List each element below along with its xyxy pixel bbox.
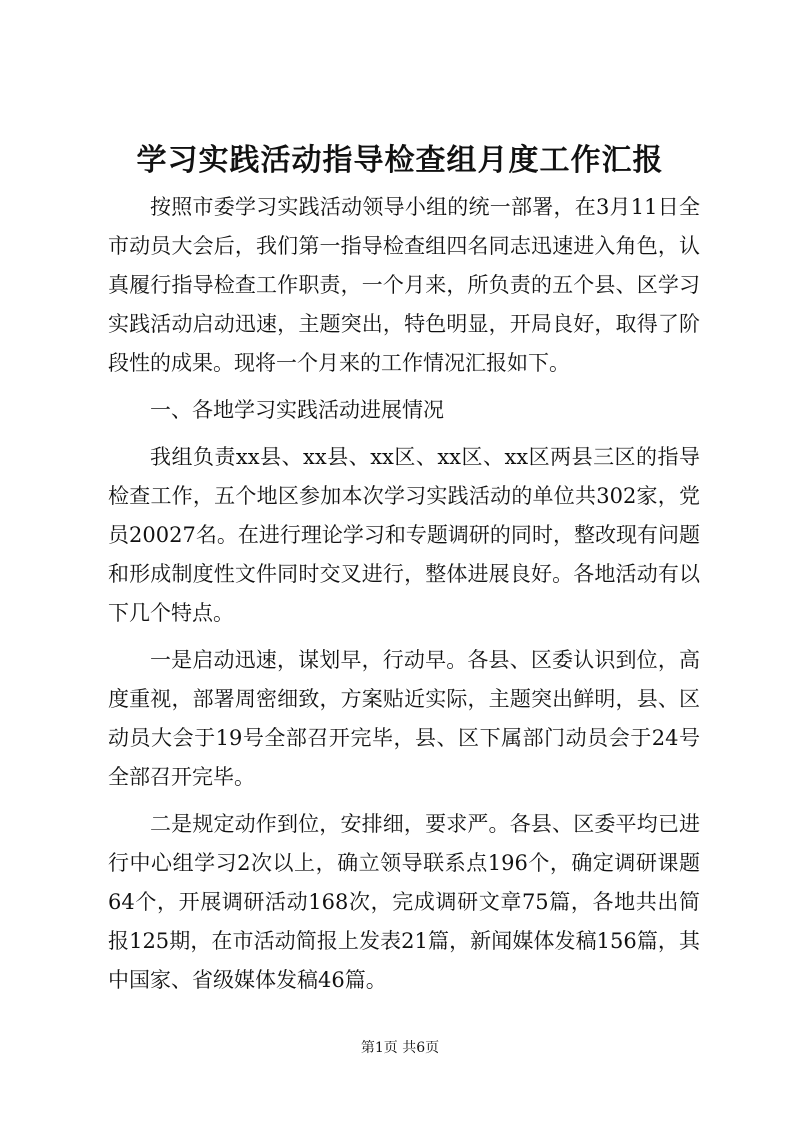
- paragraph-feature-two: 二是规定动作到位，安排细，要求严。各县、区委平均已进行中心组学习2次以上，确立领导联系点196个，确定调研课题64个，开展调研活动168次，完成调研文章75篇，各地共出简报125期，在市活动简报上发表21篇，新闻媒体发稿156篇，其中国家、省级媒体发稿46篇。: [108, 812, 700, 992]
- paragraph-feature-one: 一是启动迅速，谋划早，行动早。各县、区委认识到位，高度重视，部署周密细致，方案贴近实际，主题突出鲜明，县、区动员大会于19号全部召开完毕，县、区下属部门动员会于24号全部召开完毕。: [108, 648, 700, 789]
- document-title: 学习实践活动指导检查组月度工作汇报: [136, 143, 664, 178]
- document-body: [108, 188, 700, 1008]
- paragraph-intro: 按照市委学习实践活动领导小组的统一部署，在3月11日全市动员大会后，我们第一指导检查组四名同志迅速进入角色，认真履行指导检查工作职责，一个月来，所负责的五个县、区学习实践活动启动迅速，主题突出，特色明显，开局良好，取得了阶段性的成果。现将一个月来的工作情况汇报如下。: [108, 195, 700, 375]
- page-footer: 第1页 共6页: [360, 1040, 440, 1056]
- paragraph-overview: 我组负责xx县、xx县、xx区、xx区、xx区两县三区的指导检查工作，五个地区参加本次学习实践活动的单位共302家，党员20027名。在进行理论学习和专题调研的同时，整改现有问题和形成制度性文件同时交叉进行，整体进展良好。各地活动有以下几个特点。: [108, 445, 700, 625]
- section-heading: 一、各地学习实践活动进展情况: [150, 398, 444, 422]
